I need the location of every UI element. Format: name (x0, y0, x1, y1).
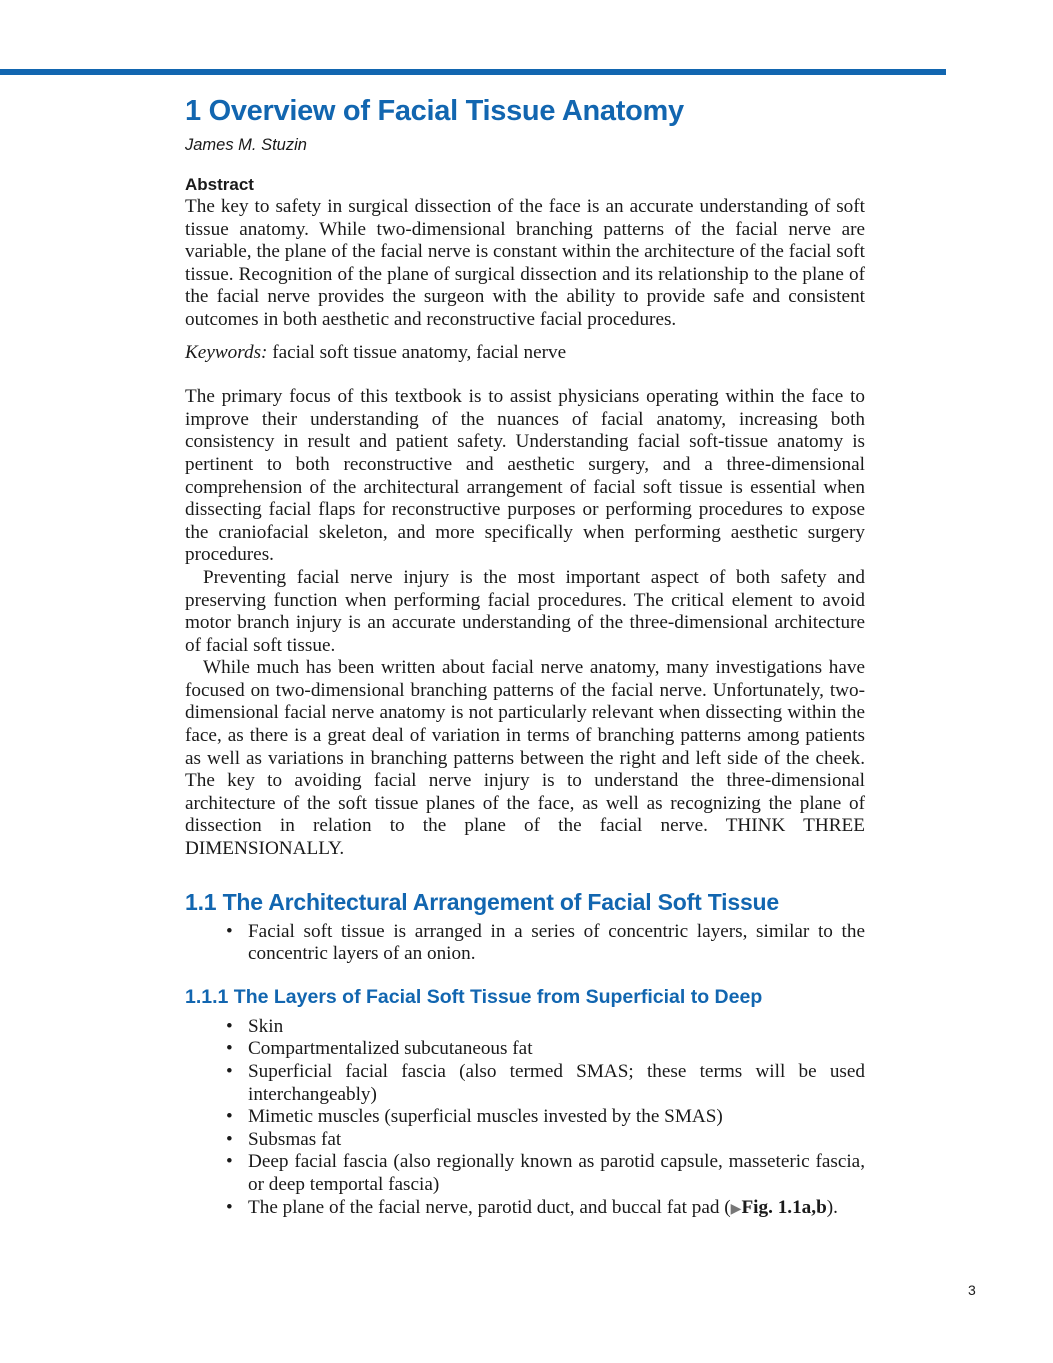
abstract-heading: Abstract (185, 175, 254, 194)
list-item-last (248, 1197, 865, 1222)
list-item: • Subsmas fat (248, 1129, 865, 1152)
body-paragraph: While much has been written about facial nerve anatomy, many investigations have focused on two-dimensional branching patterns of the facial nerve. Unfortunately, two-dimensional facial nerve anatomy is not particularly relevant when dissecting within the face, as there is a great deal of variation in terms of branching patterns among patients as well as variations in branching patterns between the right and left side of the cheek. The key to avoiding facial nerve injury is to understand the three-dimensional architecture of the soft tissue planes of the face, as well as recognizing the plane of dissection in relation to the plane of the facial nerve. THINK THREE DIMENSIONALLY. (185, 657, 865, 860)
page-content (185, 90, 865, 1221)
list-item: • Mimetic muscles (superficial muscles invested by the SMAS) (248, 1106, 865, 1129)
abstract-text: The key to safety in surgical dissection of the face is an accurate understanding of soft tissue anatomy. While two-dimensional branching patterns of the facial nerve are variable, the plane of the facial nerve is constant within the architecture of the facial soft tissue. Recognition of the plane of surgical dissection and its relationship to the plane of the facial nerve provides the surgeon with the ability to provide safe and consistent outcomes in both aesthetic and reconstructive facial procedures. (185, 196, 865, 330)
header-rule (0, 69, 946, 75)
list-item: • Compartmentalized subcutaneous fat (248, 1038, 865, 1061)
keywords-text: facial soft tissue anatomy, facial nerve (272, 341, 567, 363)
section-heading-1-1-1: 1.1.1 The Layers of Facial Soft Tissue from Superficial to Deep (185, 985, 763, 1008)
figure-link[interactable]: Fig. 1.1a,b (741, 1196, 827, 1218)
chapter-author: James M. Stuzin (185, 136, 307, 154)
figure-arrow-icon: ▶ (730, 1201, 742, 1217)
keywords-label: Keywords: (185, 341, 268, 363)
section-1-1-list (185, 921, 865, 966)
list-item: • Facial soft tissue is arranged in a series of concentric layers, similar to the concentric layers of an onion. (248, 921, 865, 966)
chapter-title: 1 Overview of Facial Tissue Anatomy (185, 95, 684, 127)
list-item: • Skin (248, 1016, 865, 1039)
list-item-end: ). (826, 1196, 838, 1218)
body-paragraph: Preventing facial nerve injury is the most important aspect of both safety and preserving function when performing facial procedures. The critical element to avoid motor branch injury is an accurate understanding of the three-dimensional architecture of facial soft tissue. (185, 566, 865, 656)
body-paragraph: The primary focus of this textbook is to assist physicians operating within the face to improve their understanding of the nuances of facial anatomy, increasing both consistency in result and patient safety. Understanding facial soft-tissue anatomy is pertinent to both reconstructive and aesthetic surgery, and a three-dimensional comprehension of the architectural arrangement of facial soft tissue is essential when dissecting facial flaps for reconstructive purposes or performing procedures to expose the craniofacial skeleton, and more specifically when performing aesthetic surgery procedures. (185, 386, 865, 566)
list-item-text: The plane of the facial nerve, parotid duct, and buccal fat pad ( (248, 1196, 731, 1218)
list-item: • Superficial facial fascia (also termed SMAS; these terms will be used interchangeably) (248, 1061, 865, 1106)
keywords (185, 342, 865, 365)
layers-list (185, 1016, 865, 1221)
section-heading-1-1: 1.1 The Architectural Arrangement of Facial Soft Tissue (185, 888, 779, 915)
list-item: • Deep facial fascia (also regionally known as parotid capsule, masseteric fascia, or deep temportal fascia) (248, 1151, 865, 1196)
page-number: 3 (968, 1282, 976, 1298)
